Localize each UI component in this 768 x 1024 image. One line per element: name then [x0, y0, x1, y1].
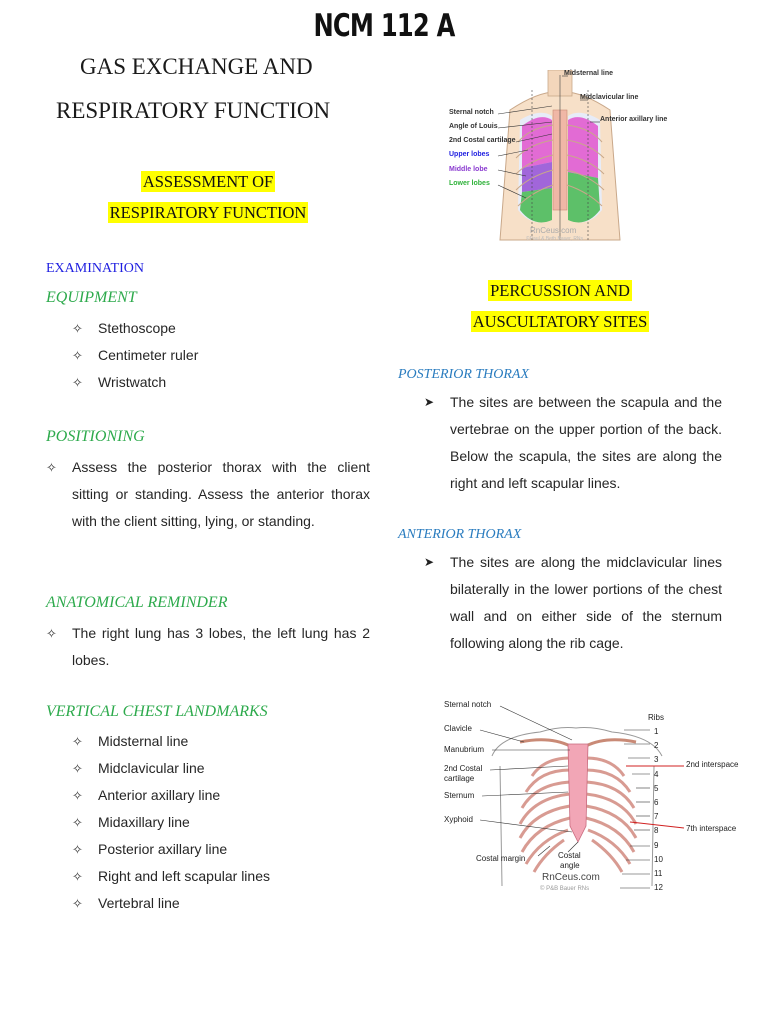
diamond-bullet-icon: ✧: [72, 348, 83, 363]
lower-lobes-label: Lower lobes: [449, 180, 490, 187]
rib-cage-figure: [440, 696, 756, 902]
posterior-thorax-paragraph: ➤ The sites are between the scapula and the vertebrae on the upper portion of the back. Below the scapula, the sites are along the right and left scapular lines.: [424, 389, 722, 497]
page-title: NCM 112 A: [313, 8, 455, 44]
midsternal-line-label: Midsternal line: [564, 70, 614, 77]
list-item: ✧ Midsternal line: [72, 728, 372, 755]
costal-cartilage-label-1: 2nd Costal: [444, 764, 483, 773]
lung-lobes-figure: [440, 70, 680, 250]
anterior-thorax-heading: ANTERIOR THORAX: [398, 527, 522, 542]
examination-label: EXAMINATION: [46, 261, 144, 276]
rib-number: 5: [654, 783, 659, 793]
anterior-axillary-line-label: Anterior axillary line: [600, 116, 668, 123]
list-item: ✧ Anterior axillary line: [72, 782, 372, 809]
seventh-interspace-label: 7th interspace: [686, 824, 737, 833]
diamond-bullet-icon: ✧: [72, 321, 83, 336]
ribs-label: Ribs: [648, 713, 665, 722]
equipment-heading: EQUIPMENT: [46, 289, 137, 306]
diamond-bullet-icon: ✧: [72, 375, 83, 390]
lung-lobes-illustration: [440, 70, 680, 250]
figure2-copyright: © P&B Bauer RNs: [540, 886, 590, 892]
figure2-watermark: RnCeus.com: [542, 872, 600, 883]
figure1-copyright: ©Paul & Beth Bauer, RNs: [526, 236, 584, 242]
costal-cartilage-label-2: cartilage: [444, 774, 475, 783]
vertical-landmarks-list: [72, 728, 372, 917]
diamond-bullet-icon: ✧: [72, 896, 83, 911]
heading-line-2: RESPIRATORY FUNCTION: [56, 98, 331, 123]
diamond-bullet-icon: ✧: [72, 842, 83, 857]
diamond-bullet-icon: ✧: [72, 788, 83, 803]
midclavicular-line-label: Midclavicular line: [580, 94, 639, 101]
diamond-bullet-icon: ✧: [72, 869, 83, 884]
positioning-heading: POSITIONING: [46, 428, 145, 445]
rib-number: 8: [654, 826, 659, 836]
vertical-landmarks-heading: VERTICAL CHEST LANDMARKS: [46, 703, 268, 720]
angle-of-louis-label: Angle of Louis: [449, 123, 498, 130]
anatomical-paragraph: ✧ The right lung has 3 lobes, the left lung has 2 lobes.: [46, 620, 370, 674]
diamond-bullet-icon: ✧: [72, 815, 83, 830]
xyphoid-label: Xyphoid: [444, 815, 473, 824]
rib-number: 1: [654, 727, 659, 736]
manubrium-label: Manubrium: [444, 745, 485, 754]
assessment-heading-1: ASSESSMENT OF: [142, 172, 274, 191]
diamond-bullet-icon: ✧: [46, 460, 57, 475]
list-item: ✧ Midclavicular line: [72, 755, 372, 782]
percussion-heading-2: AUSCULTATORY SITES: [472, 312, 648, 331]
positioning-paragraph: ✧ Assess the posterior thorax with the client sitting or standing. Assess the anterior thorax with the client sitting, lying, or standing.: [46, 454, 370, 535]
arrow-bullet-icon: ➤: [424, 555, 435, 569]
heading-line-1: GAS EXCHANGE AND: [80, 54, 313, 79]
rib-number-list: [654, 725, 663, 895]
rib-number: 6: [654, 798, 659, 808]
costal-angle-label-2: angle: [560, 861, 580, 870]
sternal-notch-label: Sternal notch: [449, 109, 494, 116]
diamond-bullet-icon: ✧: [72, 761, 83, 776]
figure1-watermark: RnCeus.com: [530, 226, 577, 235]
list-item: ✧ Right and left scapular lines: [72, 863, 372, 890]
percussion-heading-1: PERCUSSION AND: [490, 281, 630, 300]
list-item: ✧ Stethoscope: [72, 315, 372, 342]
sternum-label: Sternum: [444, 791, 475, 800]
rib-number: 11: [654, 869, 663, 879]
arrow-bullet-icon: ➤: [424, 395, 435, 409]
list-item: ✧ Centimeter ruler: [72, 342, 372, 369]
list-item: ✧ Wristwatch: [72, 369, 372, 396]
list-item: ✧ Vertebral line: [72, 890, 372, 917]
costal-angle-label-1: Costal: [558, 851, 581, 860]
list-item: ✧ Posterior axillary line: [72, 836, 372, 863]
rib-number: 12: [654, 883, 663, 893]
middle-lobe-label: Middle lobe: [449, 166, 488, 173]
posterior-thorax-heading: POSTERIOR THORAX: [398, 367, 530, 382]
anterior-thorax-paragraph: ➤ The sites are along the midclavicular lines bilaterally in the lower portions of the chest wall and on either side of the sternum following along the rib cage.: [424, 549, 722, 657]
diamond-bullet-icon: ✧: [46, 626, 57, 641]
list-item: ✧ Midaxillary line: [72, 809, 372, 836]
upper-lobes-label: Upper lobes: [449, 151, 490, 158]
rib-number: 7: [654, 812, 659, 822]
equipment-list: [72, 315, 372, 396]
rib-number: 10: [654, 854, 663, 864]
costal-cartilage-label: 2nd Costal cartilage: [449, 137, 516, 144]
rib-number: 2: [654, 741, 659, 751]
assessment-heading-2: RESPIRATORY FUNCTION: [109, 203, 307, 222]
rib-number: 4: [654, 769, 659, 779]
anatomical-heading: ANATOMICAL REMINDER: [46, 594, 228, 611]
diamond-bullet-icon: ✧: [72, 734, 83, 749]
rib-number: 9: [654, 840, 659, 850]
sternal-notch-label: Sternal notch: [444, 700, 492, 709]
rib-number: 3: [654, 755, 659, 765]
second-interspace-label: 2nd interspace: [686, 760, 739, 769]
clavicle-label: Clavicle: [444, 724, 473, 733]
costal-margin-label: Costal margin: [476, 854, 526, 863]
